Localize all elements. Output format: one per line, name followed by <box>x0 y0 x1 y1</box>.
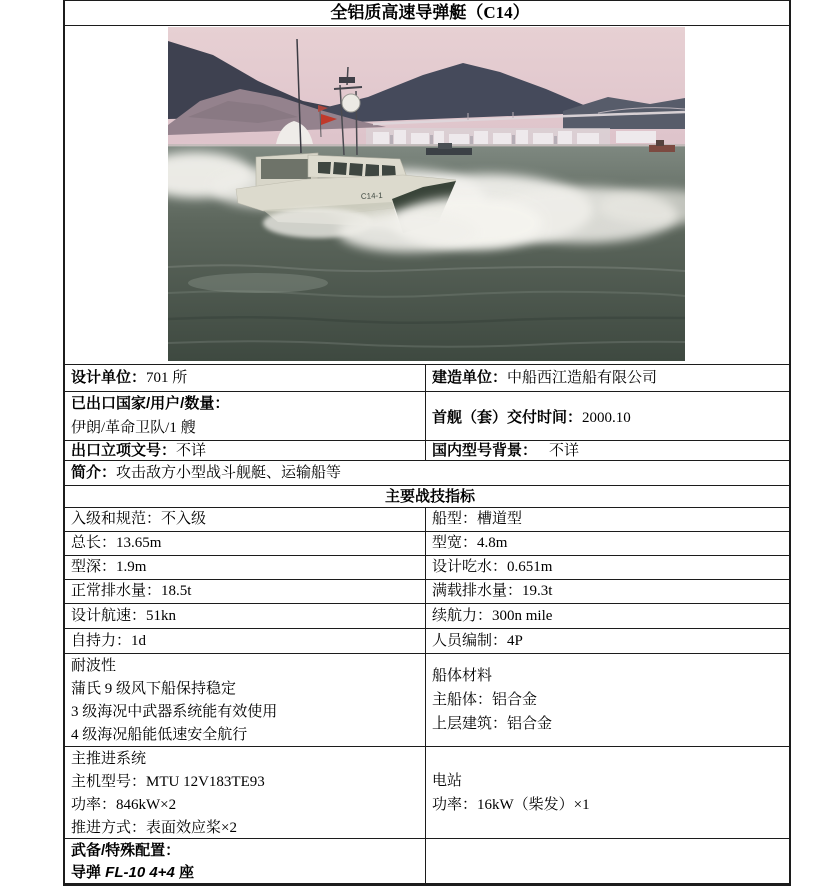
boat-radar-antenna-icon <box>339 77 355 83</box>
cell-autonomy: 自持力：1d <box>65 629 426 653</box>
cell-length: 总长：13.65m <box>65 532 426 555</box>
propulsion-line: 主机型号：MTU 12V183TE93 <box>71 774 265 790</box>
boat-photo <box>168 27 685 361</box>
row-export-doc-background <box>65 441 789 461</box>
export-doc-label: 出口立项文号： <box>71 442 177 459</box>
row-propulsion-power <box>65 747 789 839</box>
cell-hull-material <box>426 654 789 746</box>
cell-design-unit <box>65 365 426 391</box>
propulsion-line: 功率：846kW×2 <box>71 797 177 813</box>
row-export-delivery <box>65 392 789 441</box>
missile-model: FL-10 4+4 <box>105 864 175 881</box>
cell-propulsion <box>65 747 426 838</box>
cell-export <box>65 392 426 440</box>
cell-draft: 设计吃水：0.651m <box>432 559 553 575</box>
export-label: 已出口国家/用户/数量： <box>71 395 230 412</box>
hull-marking: C14-1 <box>360 190 383 201</box>
row-brief <box>65 461 789 486</box>
domestic-background-label: 国内型号背景： <box>432 442 538 459</box>
section-header: 主要战技指标 <box>384 488 475 505</box>
row-weapons <box>65 839 789 884</box>
first-delivery-label: 首舰（套）交付时间： <box>432 408 583 426</box>
builder-value: 中船西江造船有限公司 <box>507 370 658 386</box>
cell-endurance-range: 续航力：300n mile <box>432 608 553 624</box>
hull-material-line: 主船体：铝合金 <box>432 692 538 708</box>
weapons-label: 武备/特殊配置： <box>71 842 181 859</box>
photo-row <box>65 26 789 365</box>
hull-material-line: 上层建筑：铝合金 <box>432 716 553 732</box>
cell-normal-displacement: 正常排水量：18.5t <box>65 580 426 603</box>
row-seakeeping-material <box>65 654 789 747</box>
cell-beam: 型宽：4.8m <box>432 535 508 551</box>
propulsion-line: 推进方式：表面效应桨×2 <box>71 820 237 836</box>
power-station-line: 电站 <box>432 772 463 789</box>
boat-radome-icon <box>342 94 360 112</box>
builder-label: 建造单位： <box>432 369 508 386</box>
seakeeping-line: 耐波性 <box>71 658 117 674</box>
export-doc-value: 不详 <box>176 443 207 459</box>
seakeeping-line: 4 级海况船能低速安全航行 <box>71 727 248 743</box>
cell-brief <box>65 461 789 485</box>
cell-weapons <box>65 839 426 883</box>
row-speed-range <box>65 604 789 629</box>
brief-label: 简介： <box>71 464 117 481</box>
export-value: 伊朗/革命卫队/1 艘 <box>71 420 196 436</box>
photo-waterline <box>168 144 685 147</box>
cell-domestic-background <box>426 441 789 460</box>
seakeeping-line: 蒲氏 9 级风下船保持稳定 <box>71 681 237 697</box>
row-class-hulltype <box>65 508 789 532</box>
row-depth-draft <box>65 556 789 580</box>
domestic-background-value: 不详 <box>549 443 580 459</box>
cell-seakeeping <box>65 654 426 746</box>
photo-cell <box>65 26 789 364</box>
cell-classification: 入级和规范：不入级 <box>65 508 426 531</box>
row-design-builder <box>65 365 789 392</box>
cell-builder <box>426 365 789 391</box>
cell-weapons-right-empty <box>426 839 789 883</box>
design-unit-label: 设计单位： <box>71 369 147 386</box>
design-unit-value: 701 所 <box>146 370 188 386</box>
cell-design-speed: 设计航速：51kn <box>65 604 426 628</box>
spec-table <box>63 0 791 886</box>
cell-crew: 人员编制：4P <box>432 633 523 649</box>
brief-value: 攻击敌方小型战斗舰艇、运输船等 <box>116 465 342 481</box>
first-delivery-value: 2000.10 <box>582 409 631 426</box>
cell-power-station <box>426 747 789 838</box>
row-autonomy-crew <box>65 629 789 654</box>
row-length-beam <box>65 532 789 556</box>
title-row <box>65 1 789 26</box>
row-displacement <box>65 580 789 604</box>
cell-full-displacement: 满载排水量：19.3t <box>432 583 553 599</box>
cell-first-delivery <box>426 392 789 440</box>
boat-photo-graphic <box>168 27 685 361</box>
propulsion-line: 主推进系统 <box>71 751 147 767</box>
page-title: 全铝质高速导弹艇（C14） <box>330 3 530 22</box>
weapons-missile-line: 导弹 FL-10 4+4 座 <box>71 864 194 881</box>
cell-depth: 型深：1.9m <box>65 556 426 579</box>
power-station-line: 功率：16kW（柴发）×1 <box>432 796 590 813</box>
row-section-header <box>65 486 789 508</box>
hull-material-line: 船体材料 <box>432 668 493 684</box>
seakeeping-line: 3 级海况中武器系统能有效使用 <box>71 704 278 720</box>
cell-export-doc <box>65 441 426 460</box>
cell-hull-type: 船型：槽道型 <box>432 511 523 527</box>
